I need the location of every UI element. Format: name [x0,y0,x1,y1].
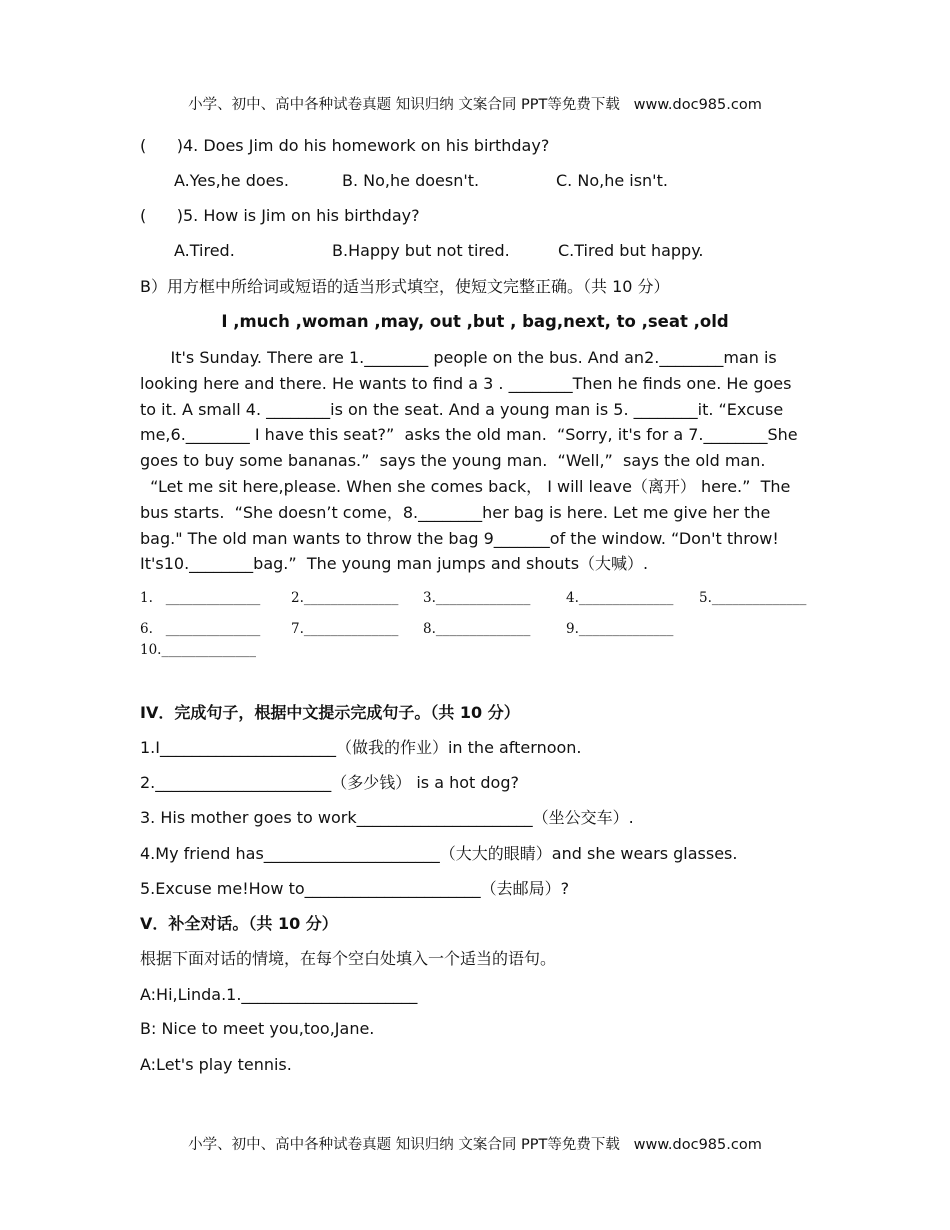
passage-line: looking here and there. He wants to find a 3 . ________Then he finds one. He goes [140,373,792,393]
question-4-option-a: A.Yes,he does. [174,171,289,190]
dialogue-line-1: A:Hi,Linda.1.______________________ [140,985,418,1004]
dialogue-line-3: A:Let's play tennis. [140,1055,292,1074]
answer-blank-1[interactable]: 1. ______________ [140,590,261,606]
passage-line: “Let me sit here,please. When she comes back， I will leave（离开） here.” The [140,476,791,496]
page-footer: 小学、初中、高中各种试卷真题 知识归纳 文案合同 PPT等免费下载 www.doc985.com [188,1137,762,1153]
word-box: I ,much ,woman ,may, out ,but , bag,next, to ,seat ,old [221,312,729,331]
section-4-item-3: 3. His mother goes to work______________________（坐公交车）. [140,808,634,827]
answer-blank-4[interactable]: 4.______________ [566,590,674,606]
question-5-option-c: C.Tired but happy. [558,241,704,260]
passage-line: bag." The old man wants to throw the bag 9_______of the window. “Don't throw! [140,528,779,548]
answer-blank-2[interactable]: 2.______________ [291,590,399,606]
answer-blank-7[interactable]: 7.______________ [291,621,399,637]
answer-blank-5[interactable]: 5.______________ [699,590,807,606]
question-5-option-b: B.Happy but not tired. [332,241,510,260]
page-header: 小学、初中、高中各种试卷真题 知识归纳 文案合同 PPT等免费下载 www.doc985.com [188,97,762,113]
question-4-stem: ( )4. Does Jim do his homework on his birthday? [140,136,550,155]
passage-line: me,6.________ I have this seat?” asks the old man. “Sorry, it's for a 7.________She [140,425,798,445]
answer-blank-6[interactable]: 6. ______________ [140,621,261,637]
answer-blank-8[interactable]: 8.______________ [423,621,531,637]
passage-line: bus starts. “She doesn’t come，8.________her bag is here. Let me give her the [140,502,771,522]
section-5-title: V．补全对话。（共 10 分） [140,914,338,933]
question-4-option-c: C. No,he isn't. [556,171,668,190]
section-4-item-2: 2.______________________（多少钱） is a hot dog? [140,773,519,792]
question-4-option-b: B. No,he doesn't. [342,171,480,190]
answer-blank-9[interactable]: 9.______________ [566,621,674,637]
passage-line: to it. A small 4. ________is on the seat. And a young man is 5. ________it. “Excuse [140,399,784,419]
section-4-item-1: 1.I______________________（做我的作业）in the afternoon. [140,738,582,757]
passage-line: goes to buy some bananas.” says the young man. “Well,” says the old man. [140,451,766,471]
cloze-passage [140,345,808,577]
section-4-item-5: 5.Excuse me!How to______________________（去邮局）? [140,879,570,898]
dialogue-line-2: B: Nice to meet you,too,Jane. [140,1019,375,1038]
section-5-instruction: 根据下面对话的情境，在每个空白处填入一个适当的语句。 [140,949,557,968]
question-5-stem: ( )5. How is Jim on his birthday? [140,206,420,225]
answer-blank-3[interactable]: 3.______________ [423,590,531,606]
question-5-option-a: A.Tired. [174,241,235,260]
passage-line: It's10.________bag.” The young man jumps and shouts（大喊）. [140,554,649,574]
passage-line: It's Sunday. There are 1.________ people on the bus. And an2.________man is [140,348,777,367]
section-4-title: IV．完成句子，根据中文提示完成句子。（共 10 分） [140,703,520,722]
answer-blank-10[interactable]: 10.______________ [140,642,256,658]
section-4-item-4: 4.My friend has______________________（大大的眼睛）and she wears glasses. [140,844,738,863]
cloze-instruction: B）用方框中所给词或短语的适当形式填空，使短文完整正确。（共 10 分） [140,277,670,296]
